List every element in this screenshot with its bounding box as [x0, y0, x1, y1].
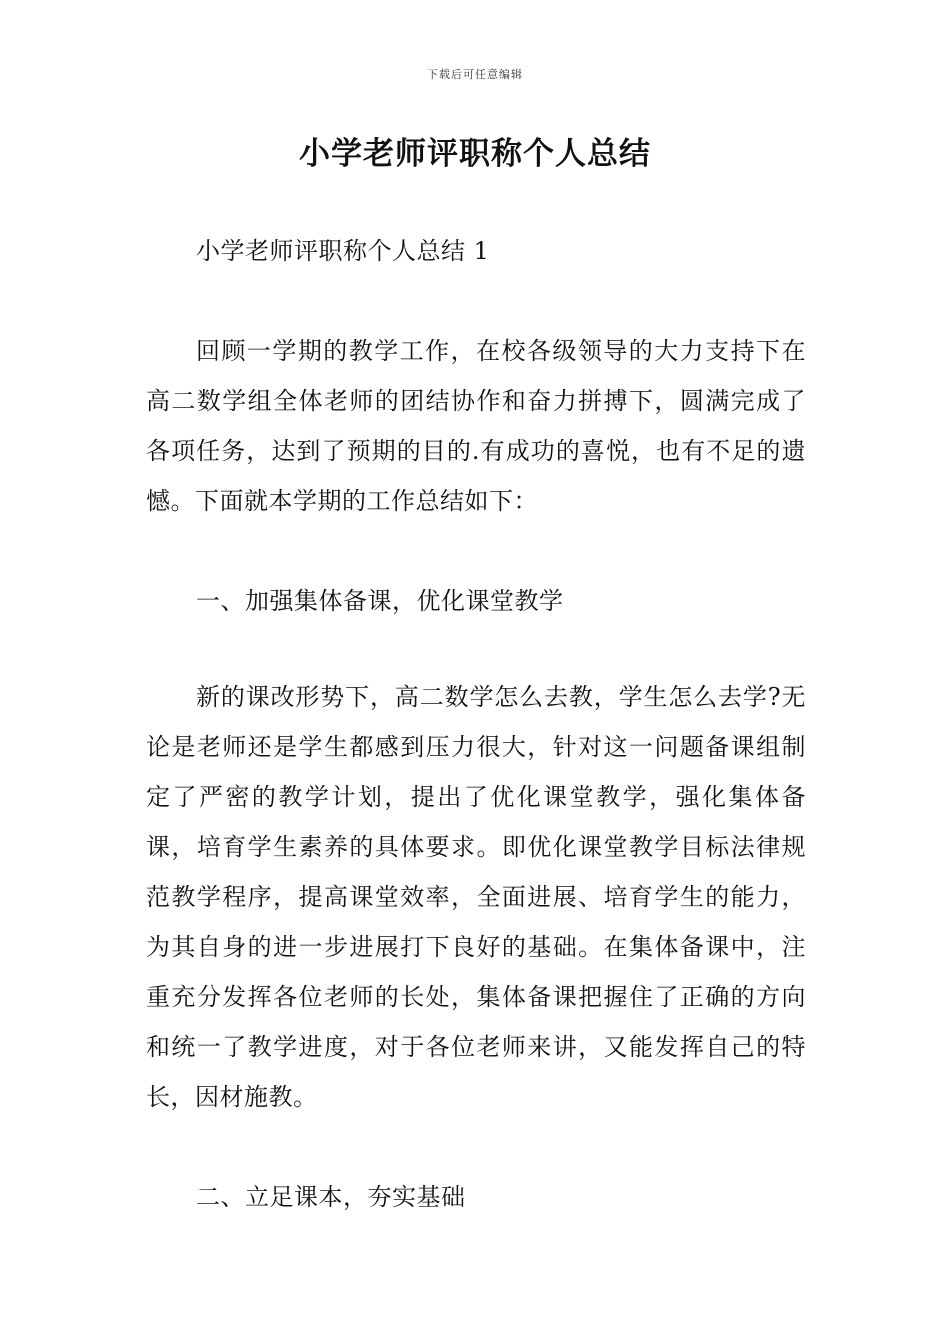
sub-heading: 小学老师评职称个人总结 1: [196, 237, 490, 265]
section-1-paragraph: 新的课改形势下，高二数学怎么去教，学生怎么去学?无论是老师还是学生都感到压力很大，针对这一问题备课组制定了严密的教学计划，提出了优化课堂教学，强化集体备课，培育学生素养的具体要求。即优化课堂教学目标法律规范教学程序，提高课堂效率，全面进展、培育学生的能力，为其自身的进一步进展打下良好的基础。在集体备课中，注重充分发挥各位老师的长处，集体备课把握住了正确的方向和统一了教学进度，对于各位老师来讲，又能发挥自己的特长，因材施教。: [146, 683, 806, 1111]
document-title: 小学老师评职称个人总结: [299, 136, 651, 172]
header-note: 下载后可任意编辑: [427, 68, 523, 81]
intro-paragraph: 回顾一学期的教学工作，在校各级领导的大力支持下在高二数学组全体老师的团结协作和奋力拼搏下，圆满完成了各项任务，达到了预期的目的.有成功的喜悦，也有不足的遗憾。下面就本学期的工作总结如下：: [146, 337, 806, 515]
section-1-heading: 一、加强集体备课，优化课堂教学: [196, 587, 564, 615]
section-2-heading: 二、立足课本，夯实基础: [196, 1183, 466, 1211]
